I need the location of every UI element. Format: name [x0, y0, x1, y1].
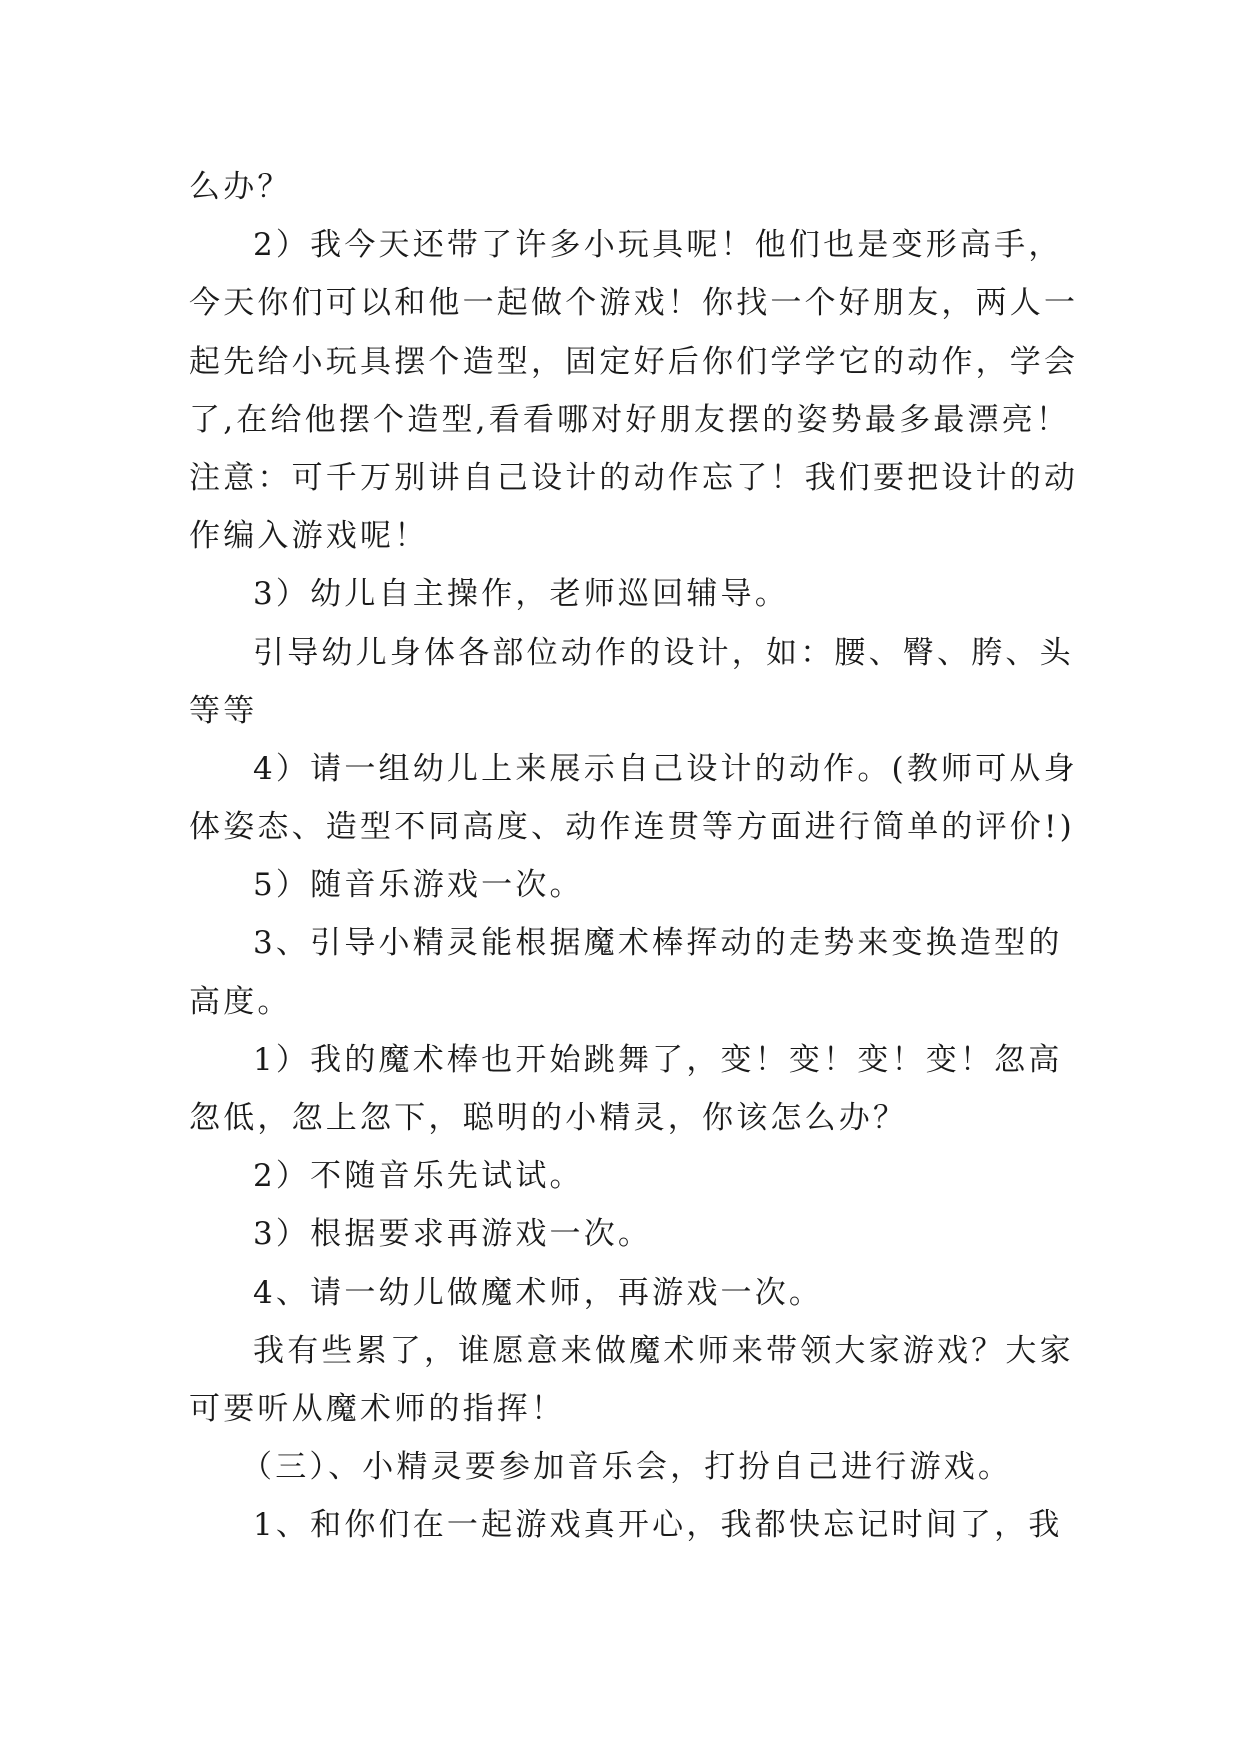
- text-line: 我有些累了，谁愿意来做魔术师来带领大家游戏？大家: [253, 1332, 1074, 1369]
- document-body: [189, 158, 1079, 1555]
- text-line: 起先给小玩具摆个造型，固定好后你们学学它的动作，学会: [189, 343, 1079, 380]
- text-line: 今天你们可以和他一起做个游戏！你找一个好朋友，两人一: [189, 285, 1079, 322]
- text-line: 5）随音乐游戏一次。: [253, 867, 584, 904]
- text-line: 4）请一组幼儿上来展示自己设计的动作。(教师可从身: [253, 750, 1078, 787]
- text-line: 高度。: [189, 983, 292, 1020]
- text-line: 4、请一幼儿做魔术师，再游戏一次。: [253, 1274, 824, 1311]
- text-line: 引导幼儿身体各部位动作的设计，如：腰、臀、胯、头: [253, 634, 1074, 671]
- text-line: 3）幼儿自主操作，老师巡回辅导。: [253, 576, 789, 613]
- text-line: （三）、小精灵要参加音乐会，打扮自己进行游戏。: [241, 1449, 1013, 1486]
- text-line: 2）不随音乐先试试。: [253, 1158, 584, 1195]
- text-line: 1、和你们在一起游戏真开心，我都快忘记时间了，我: [253, 1507, 1063, 1544]
- text-line: 1）我的魔术棒也开始跳舞了，变！变！变！变！忽高: [253, 1041, 1063, 1078]
- text-line: 体姿态、造型不同高度、动作连贯等方面进行简单的评价!): [189, 809, 1075, 846]
- text-line: 可要听从魔术师的指挥！: [189, 1390, 566, 1427]
- text-line: 作编入游戏呢！: [189, 518, 429, 555]
- text-line: 3）根据要求再游戏一次。: [253, 1216, 653, 1253]
- text-line: 等等: [189, 692, 258, 729]
- text-line: 2）我今天还带了许多小玩具呢！他们也是变形高手，: [253, 227, 1063, 264]
- text-line: 忽低，忽上忽下，聪明的小精灵，你该怎么办？: [189, 1100, 908, 1136]
- text-line: 注意：可千万别讲自己设计的动作忘了！我们要把设计的动: [189, 459, 1079, 496]
- text-line: 3、引导小精灵能根据魔术棒挥动的走势来变换造型的: [253, 925, 1063, 962]
- text-line: 么办？: [189, 169, 292, 205]
- text-line: 了,在给他摆个造型,看看哪对好朋友摆的姿势最多最漂亮！: [189, 401, 1071, 438]
